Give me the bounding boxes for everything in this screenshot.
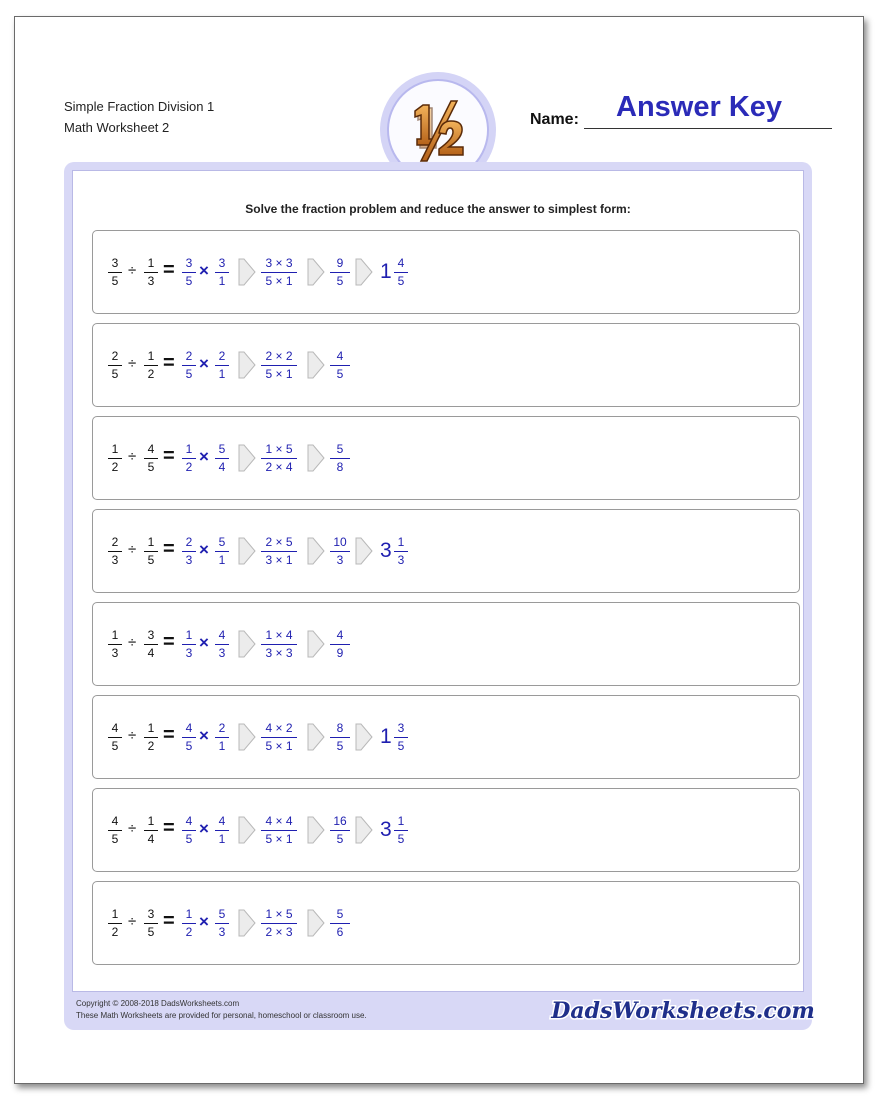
denominator: 1 xyxy=(218,367,226,381)
times-sign: × xyxy=(199,912,209,931)
fraction-bar xyxy=(144,365,158,366)
fraction xyxy=(259,256,299,289)
numerator: 4 xyxy=(218,814,226,828)
fraction xyxy=(259,907,299,940)
denominator: 3 × 1 xyxy=(265,553,293,567)
fraction-bar xyxy=(182,551,196,552)
fraction-bar xyxy=(215,737,229,738)
worksheet-body xyxy=(72,170,804,992)
fraction xyxy=(214,442,230,475)
fraction-bar xyxy=(261,923,297,924)
numerator: 4 xyxy=(397,256,405,270)
footer-text xyxy=(76,998,367,1022)
step-arrow-icon xyxy=(238,443,256,473)
denominator: 5 xyxy=(147,460,155,474)
fraction xyxy=(214,256,230,289)
denominator: 5 xyxy=(336,367,344,381)
numerator: 9 xyxy=(336,256,344,270)
whole-number: 1 xyxy=(380,260,392,283)
fraction xyxy=(259,814,299,847)
fraction xyxy=(181,256,197,289)
denominator: 3 × 3 xyxy=(265,646,293,660)
numerator: 1 xyxy=(185,907,193,921)
fraction-bar xyxy=(144,737,158,738)
whole-number: 3 xyxy=(380,539,392,562)
numerator: 4 xyxy=(218,628,226,642)
denominator: 5 xyxy=(111,367,119,381)
numerator: 2 × 2 xyxy=(265,349,293,363)
numerator: 1 × 4 xyxy=(265,628,293,642)
answer-key-label: Answer Key xyxy=(616,91,783,123)
fraction xyxy=(214,814,230,847)
denominator: 5 xyxy=(397,739,405,753)
fraction-bar xyxy=(261,272,297,273)
fraction xyxy=(107,535,123,568)
fraction xyxy=(259,535,299,568)
problem-row xyxy=(92,416,800,500)
fraction-bar xyxy=(261,365,297,366)
denominator: 2 xyxy=(111,460,119,474)
fraction-bar xyxy=(182,365,196,366)
fraction-bar xyxy=(108,737,122,738)
fraction-bar xyxy=(330,365,350,366)
fraction xyxy=(259,721,299,754)
fraction xyxy=(214,535,230,568)
fraction-bar xyxy=(215,458,229,459)
brand-wordmark: DadsWorksheets.com xyxy=(551,998,815,1024)
fraction-bar xyxy=(394,272,408,273)
denominator: 2 xyxy=(185,925,193,939)
step-arrow-icon xyxy=(238,815,256,845)
step-arrow-icon xyxy=(238,722,256,752)
fraction xyxy=(329,535,351,568)
denominator: 5 xyxy=(147,553,155,567)
numerator: 4 xyxy=(185,721,193,735)
fraction-bar xyxy=(330,737,350,738)
fraction-bar xyxy=(144,458,158,459)
fraction xyxy=(107,907,123,940)
worksheet-title: Simple Fraction Division 1 xyxy=(64,99,215,114)
numerator: 2 × 5 xyxy=(265,535,293,549)
fraction-bar xyxy=(394,737,408,738)
fraction xyxy=(143,907,159,940)
step-arrow-icon xyxy=(307,536,325,566)
step-arrow-icon xyxy=(238,629,256,659)
fraction xyxy=(107,256,123,289)
times-sign: × xyxy=(199,354,209,373)
usage-notice: These Math Worksheets are provided for personal, homeschool or classroom use. xyxy=(76,1011,367,1020)
fraction-bar xyxy=(215,365,229,366)
denominator: 2 xyxy=(147,367,155,381)
denominator: 5 xyxy=(185,274,193,288)
fraction xyxy=(214,349,230,382)
numerator: 10 xyxy=(333,535,347,549)
denominator: 5 xyxy=(111,832,119,846)
fraction xyxy=(329,721,351,754)
fraction xyxy=(393,814,409,847)
fraction xyxy=(214,907,230,940)
instructions: Solve the fraction problem and reduce the answer to simplest form: xyxy=(245,202,631,216)
fraction xyxy=(181,442,197,475)
fraction xyxy=(143,442,159,475)
times-sign: × xyxy=(199,447,209,466)
numerator: 1 xyxy=(147,814,155,828)
fraction-bar xyxy=(215,830,229,831)
fraction xyxy=(181,814,197,847)
denominator: 5 xyxy=(185,367,193,381)
denominator: 5 xyxy=(185,832,193,846)
fraction xyxy=(181,535,197,568)
numerator: 3 xyxy=(397,721,405,735)
denominator: 4 xyxy=(147,646,155,660)
fraction-bar xyxy=(182,272,196,273)
fraction xyxy=(143,535,159,568)
denominator: 2 × 4 xyxy=(265,460,293,474)
denominator: 1 xyxy=(218,739,226,753)
denominator: 1 xyxy=(218,832,226,846)
fraction xyxy=(143,721,159,754)
name-field xyxy=(530,90,832,130)
step-arrow-icon xyxy=(355,257,373,287)
fraction-bar xyxy=(144,923,158,924)
step-arrow-icon xyxy=(238,536,256,566)
fraction xyxy=(329,907,351,940)
fraction-bar xyxy=(108,458,122,459)
denominator: 2 xyxy=(111,925,119,939)
fraction-bar xyxy=(108,923,122,924)
equals-sign: = xyxy=(163,259,175,281)
numerator: 5 xyxy=(218,907,226,921)
fraction xyxy=(393,535,409,568)
step-arrow-icon xyxy=(238,350,256,380)
equals-sign: = xyxy=(163,352,175,374)
fraction xyxy=(181,907,197,940)
fraction xyxy=(393,721,409,754)
fraction xyxy=(107,349,123,382)
divide-sign: ÷ xyxy=(128,355,137,372)
fraction xyxy=(143,628,159,661)
numerator: 4 xyxy=(185,814,193,828)
denominator: 5 xyxy=(336,274,344,288)
denominator: 2 xyxy=(147,739,155,753)
numerator: 3 xyxy=(147,907,155,921)
times-sign: × xyxy=(199,726,209,745)
problem-row xyxy=(92,509,800,593)
fraction-bar xyxy=(215,551,229,552)
numerator: 8 xyxy=(336,721,344,735)
equals-sign: = xyxy=(163,538,175,560)
numerator: 1 xyxy=(147,535,155,549)
numerator: 1 × 5 xyxy=(265,907,293,921)
fraction xyxy=(329,442,351,475)
numerator: 1 xyxy=(111,442,119,456)
fraction-bar xyxy=(182,458,196,459)
dadsworksheets-logo-icon xyxy=(551,992,815,1028)
fraction-bar xyxy=(144,551,158,552)
numerator: 1 xyxy=(185,442,193,456)
step-arrow-icon xyxy=(355,722,373,752)
problem-row xyxy=(92,881,800,965)
step-arrow-icon xyxy=(238,908,256,938)
denominator: 3 xyxy=(147,274,155,288)
fraction xyxy=(329,256,351,289)
numerator: 4 xyxy=(336,628,344,642)
step-arrow-icon xyxy=(307,443,325,473)
fraction-bar xyxy=(330,830,350,831)
numerator: 1 × 5 xyxy=(265,442,293,456)
numerator: 2 xyxy=(185,349,193,363)
divide-sign: ÷ xyxy=(128,913,137,930)
denominator: 3 xyxy=(336,553,344,567)
step-arrow-icon xyxy=(355,536,373,566)
problem-row xyxy=(92,602,800,686)
numerator: 1 xyxy=(111,628,119,642)
step-arrow-icon xyxy=(307,815,325,845)
numerator: 5 xyxy=(336,907,344,921)
numerator: 2 xyxy=(111,349,119,363)
problem-row xyxy=(92,788,800,872)
numerator: 1 xyxy=(147,349,155,363)
numerator: 4 xyxy=(147,442,155,456)
numerator: 4 xyxy=(111,814,119,828)
step-arrow-icon xyxy=(307,629,325,659)
whole-number: 3 xyxy=(380,818,392,841)
times-sign: × xyxy=(199,540,209,559)
numerator: 1 xyxy=(147,721,155,735)
fraction-bar xyxy=(330,272,350,273)
fraction-bar xyxy=(182,830,196,831)
whole-number: 1 xyxy=(380,725,392,748)
denominator: 6 xyxy=(336,925,344,939)
denominator: 3 xyxy=(218,925,226,939)
fraction xyxy=(107,721,123,754)
times-sign: × xyxy=(199,819,209,838)
numerator: 3 xyxy=(147,628,155,642)
fraction-bar xyxy=(182,923,196,924)
numerator: 4 xyxy=(111,721,119,735)
fraction-bar xyxy=(144,644,158,645)
fraction xyxy=(393,256,409,289)
fraction-bar xyxy=(261,458,297,459)
numerator: 4 xyxy=(336,349,344,363)
divide-sign: ÷ xyxy=(128,727,137,744)
fraction-bar xyxy=(108,830,122,831)
fraction-bar xyxy=(394,551,408,552)
name-line xyxy=(584,128,832,129)
denominator: 5 xyxy=(111,739,119,753)
times-sign: × xyxy=(199,261,209,280)
step-arrow-icon xyxy=(238,257,256,287)
denominator: 5 xyxy=(185,739,193,753)
fraction xyxy=(143,349,159,382)
denominator: 8 xyxy=(336,460,344,474)
step-arrow-icon xyxy=(307,908,325,938)
fraction xyxy=(329,814,351,847)
fraction-bar xyxy=(394,830,408,831)
numerator: 3 xyxy=(111,256,119,270)
denominator: 5 xyxy=(147,925,155,939)
step-arrow-icon xyxy=(307,722,325,752)
fraction xyxy=(259,349,299,382)
denominator: 4 xyxy=(147,832,155,846)
denominator: 5 × 1 xyxy=(265,739,293,753)
denominator: 1 xyxy=(218,553,226,567)
numerator: 1 xyxy=(147,256,155,270)
denominator: 5 × 1 xyxy=(265,274,293,288)
problem-row xyxy=(92,695,800,779)
fraction-bar xyxy=(215,272,229,273)
divide-sign: ÷ xyxy=(128,262,137,279)
denominator: 5 xyxy=(336,832,344,846)
denominator: 3 xyxy=(397,553,405,567)
numerator: 2 xyxy=(111,535,119,549)
fraction xyxy=(214,721,230,754)
denominator: 3 xyxy=(111,646,119,660)
numerator: 5 xyxy=(218,442,226,456)
fraction xyxy=(107,628,123,661)
fraction xyxy=(181,628,197,661)
worksheet-frame xyxy=(64,162,815,1030)
fraction xyxy=(329,628,351,661)
fraction-bar xyxy=(330,458,350,459)
divide-sign: ÷ xyxy=(128,634,137,651)
fraction xyxy=(143,814,159,847)
fraction-bar xyxy=(261,737,297,738)
fraction-bar xyxy=(330,551,350,552)
numerator: 1 xyxy=(397,535,405,549)
fraction-bar xyxy=(108,551,122,552)
numerator: 16 xyxy=(333,814,347,828)
denominator: 2 xyxy=(185,460,193,474)
fraction xyxy=(143,256,159,289)
fraction-bar xyxy=(108,644,122,645)
divide-sign: ÷ xyxy=(128,541,137,558)
equals-sign: = xyxy=(163,631,175,653)
denominator: 3 xyxy=(218,646,226,660)
fraction xyxy=(181,349,197,382)
numerator: 2 xyxy=(218,349,226,363)
divide-sign: ÷ xyxy=(128,448,137,465)
numerator: 3 xyxy=(218,256,226,270)
fraction-bar xyxy=(261,644,297,645)
fraction-bar xyxy=(215,923,229,924)
divide-sign: ÷ xyxy=(128,820,137,837)
fraction xyxy=(329,349,351,382)
numerator: 3 × 3 xyxy=(265,256,293,270)
times-sign: × xyxy=(199,633,209,652)
denominator: 3 xyxy=(185,646,193,660)
fraction xyxy=(214,628,230,661)
copyright-text: Copyright © 2008-2018 DadsWorksheets.com xyxy=(76,999,240,1008)
numerator: 1 xyxy=(185,628,193,642)
worksheet-subtitle: Math Worksheet 2 xyxy=(64,120,170,135)
fraction-bar xyxy=(261,830,297,831)
numerator: 2 xyxy=(218,721,226,735)
step-arrow-icon xyxy=(307,257,325,287)
footer xyxy=(64,992,815,1030)
step-arrow-icon xyxy=(307,350,325,380)
fraction-bar xyxy=(330,644,350,645)
equals-sign: = xyxy=(163,445,175,467)
fraction-bar xyxy=(108,365,122,366)
equals-sign: = xyxy=(163,910,175,932)
denominator: 5 × 1 xyxy=(265,367,293,381)
fraction-bar xyxy=(261,551,297,552)
denominator: 5 xyxy=(111,274,119,288)
denominator: 3 xyxy=(111,553,119,567)
numerator: 2 xyxy=(185,535,193,549)
worksheet-header xyxy=(64,96,214,138)
fraction-bar xyxy=(182,644,196,645)
numerator: 5 xyxy=(336,442,344,456)
fraction-bar xyxy=(330,923,350,924)
fraction-bar xyxy=(144,272,158,273)
numerator: 1 xyxy=(397,814,405,828)
denominator: 2 × 3 xyxy=(265,925,293,939)
fraction-bar xyxy=(182,737,196,738)
name-label: Name: xyxy=(530,111,579,128)
fraction xyxy=(259,628,299,661)
problem-row xyxy=(92,230,800,314)
equals-sign: = xyxy=(163,724,175,746)
denominator: 5 xyxy=(397,832,405,846)
denominator: 4 xyxy=(218,460,226,474)
fraction xyxy=(259,442,299,475)
numerator: 1 xyxy=(111,907,119,921)
fraction xyxy=(107,814,123,847)
denominator: 5 × 1 xyxy=(265,832,293,846)
fraction-bar xyxy=(215,644,229,645)
numerator: 5 xyxy=(218,535,226,549)
numerator: 4 × 2 xyxy=(265,721,293,735)
denominator: 1 xyxy=(218,274,226,288)
step-arrow-icon xyxy=(355,815,373,845)
numerator: 4 × 4 xyxy=(265,814,293,828)
numerator: 3 xyxy=(185,256,193,270)
denominator: 5 xyxy=(397,274,405,288)
denominator: 9 xyxy=(336,646,344,660)
problem-row xyxy=(92,323,800,407)
fraction-bar xyxy=(108,272,122,273)
fraction-bar xyxy=(144,830,158,831)
equals-sign: = xyxy=(163,817,175,839)
fraction xyxy=(107,442,123,475)
denominator: 3 xyxy=(185,553,193,567)
denominator: 5 xyxy=(336,739,344,753)
fraction xyxy=(181,721,197,754)
